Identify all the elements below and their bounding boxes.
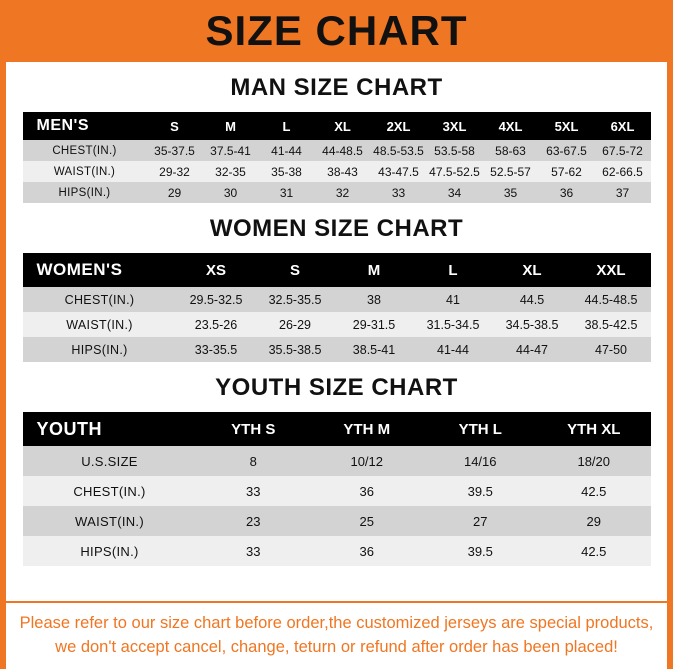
table-row: [23, 536, 651, 566]
women-row2-label: HIPS(IN.): [23, 337, 177, 362]
youth-row1-label: CHEST(IN.): [23, 476, 197, 506]
man-r2c8: 37: [595, 182, 651, 203]
man-r2c6: 35: [483, 182, 539, 203]
women-col-5: XXL: [572, 253, 651, 287]
footer-line-2: we don't accept cancel, change, teturn or refund after order has been placed!: [55, 638, 618, 656]
women-row0-label: CHEST(IN.): [23, 287, 177, 312]
youth-r0c0: 8: [197, 446, 311, 476]
man-size-table: [23, 112, 651, 203]
man-corner-label: MEN'S: [23, 112, 147, 140]
youth-row3-label: HIPS(IN.): [23, 536, 197, 566]
women-r1c5: 38.5-42.5: [572, 312, 651, 337]
youth-r0c3: 18/20: [537, 446, 651, 476]
youth-r3c1: 36: [310, 536, 424, 566]
man-r1c1: 32-35: [203, 161, 259, 182]
footer-line-1: Please refer to our size chart before order,the customized jerseys are special products,: [19, 614, 654, 632]
women-r2c5: 47-50: [572, 337, 651, 362]
women-col-0: XS: [177, 253, 256, 287]
man-r0c8: 67.5-72: [595, 140, 651, 161]
man-r1c5: 47.5-52.5: [427, 161, 483, 182]
youth-size-section: [6, 374, 667, 566]
table-row: [23, 506, 651, 536]
women-col-4: XL: [493, 253, 572, 287]
table-row: [23, 140, 651, 161]
table-header-row: [23, 412, 651, 446]
man-row1-label: WAIST(IN.): [23, 161, 147, 182]
women-r0c4: 44.5: [493, 287, 572, 312]
footer-note: [6, 601, 667, 669]
youth-r3c0: 33: [197, 536, 311, 566]
women-table-body: [23, 287, 651, 362]
page-title: SIZE CHART: [205, 7, 468, 54]
man-size-section: [6, 74, 667, 203]
women-size-section: [6, 215, 667, 362]
youth-r1c2: 39.5: [424, 476, 538, 506]
man-table-body: [23, 140, 651, 203]
man-col-6: 4XL: [483, 112, 539, 140]
youth-r3c2: 39.5: [424, 536, 538, 566]
youth-col-2: YTH L: [424, 412, 538, 446]
man-col-4: 2XL: [371, 112, 427, 140]
youth-r2c2: 27: [424, 506, 538, 536]
man-section-title: MAN SIZE CHART: [230, 74, 443, 101]
man-r1c6: 52.5-57: [483, 161, 539, 182]
women-r0c1: 32.5-35.5: [256, 287, 335, 312]
youth-col-1: YTH M: [310, 412, 424, 446]
women-r2c3: 41-44: [414, 337, 493, 362]
youth-r2c3: 29: [537, 506, 651, 536]
table-row: [23, 476, 651, 506]
man-r0c0: 35-37.5: [147, 140, 203, 161]
man-r0c4: 48.5-53.5: [371, 140, 427, 161]
man-r1c8: 62-66.5: [595, 161, 651, 182]
women-r1c2: 29-31.5: [335, 312, 414, 337]
man-row0-label: CHEST(IN.): [23, 140, 147, 161]
youth-r1c0: 33: [197, 476, 311, 506]
women-r0c3: 41: [414, 287, 493, 312]
man-r2c7: 36: [539, 182, 595, 203]
youth-r1c1: 36: [310, 476, 424, 506]
man-r2c1: 30: [203, 182, 259, 203]
man-r2c2: 31: [259, 182, 315, 203]
table-row: [23, 446, 651, 476]
women-r0c0: 29.5-32.5: [177, 287, 256, 312]
women-corner-label: WOMEN'S: [23, 253, 177, 287]
man-col-5: 3XL: [427, 112, 483, 140]
women-table-head: [23, 253, 651, 287]
man-r0c3: 44-48.5: [315, 140, 371, 161]
man-r0c1: 37.5-41: [203, 140, 259, 161]
man-r0c2: 41-44: [259, 140, 315, 161]
man-r0c5: 53.5-58: [427, 140, 483, 161]
man-r2c5: 34: [427, 182, 483, 203]
man-col-3: XL: [315, 112, 371, 140]
table-row: [23, 161, 651, 182]
page-banner: [0, 0, 673, 62]
man-r1c0: 29-32: [147, 161, 203, 182]
youth-col-0: YTH S: [197, 412, 311, 446]
table-row: [23, 287, 651, 312]
women-r2c2: 38.5-41: [335, 337, 414, 362]
table-row: [23, 182, 651, 203]
youth-r2c1: 25: [310, 506, 424, 536]
youth-r1c3: 42.5: [537, 476, 651, 506]
youth-table-body: [23, 446, 651, 566]
man-col-7: 5XL: [539, 112, 595, 140]
women-section-title: WOMEN SIZE CHART: [209, 215, 464, 242]
youth-r0c1: 10/12: [310, 446, 424, 476]
table-header-row: [23, 253, 651, 287]
women-r1c1: 26-29: [256, 312, 335, 337]
women-r1c0: 23.5-26: [177, 312, 256, 337]
youth-section-title: YOUTH SIZE CHART: [215, 374, 458, 401]
man-r2c3: 32: [315, 182, 371, 203]
youth-table-head: [23, 412, 651, 446]
man-r1c4: 43-47.5: [371, 161, 427, 182]
table-row: [23, 312, 651, 337]
man-r1c3: 38-43: [315, 161, 371, 182]
women-row1-label: WAIST(IN.): [23, 312, 177, 337]
women-r1c4: 34.5-38.5: [493, 312, 572, 337]
youth-size-table: [23, 412, 651, 566]
man-r1c7: 57-62: [539, 161, 595, 182]
man-col-0: S: [147, 112, 203, 140]
youth-row0-label: U.S.SIZE: [23, 446, 197, 476]
women-r1c3: 31.5-34.5: [414, 312, 493, 337]
women-r0c2: 38: [335, 287, 414, 312]
youth-r2c0: 23: [197, 506, 311, 536]
man-r2c0: 29: [147, 182, 203, 203]
man-r1c2: 35-38: [259, 161, 315, 182]
women-col-2: M: [335, 253, 414, 287]
women-size-table: [23, 253, 651, 362]
women-r0c5: 44.5-48.5: [572, 287, 651, 312]
man-r2c4: 33: [371, 182, 427, 203]
women-col-1: S: [256, 253, 335, 287]
women-r2c1: 35.5-38.5: [256, 337, 335, 362]
youth-corner-label: YOUTH: [23, 412, 197, 446]
women-col-3: L: [414, 253, 493, 287]
man-r0c7: 63-67.5: [539, 140, 595, 161]
youth-r3c3: 42.5: [537, 536, 651, 566]
man-table-head: [23, 112, 651, 140]
women-r2c0: 33-35.5: [177, 337, 256, 362]
man-col-2: L: [259, 112, 315, 140]
man-r0c6: 58-63: [483, 140, 539, 161]
youth-col-3: YTH XL: [537, 412, 651, 446]
youth-r0c2: 14/16: [424, 446, 538, 476]
man-row2-label: HIPS(IN.): [23, 182, 147, 203]
women-r2c4: 44-47: [493, 337, 572, 362]
man-col-1: M: [203, 112, 259, 140]
table-header-row: [23, 112, 651, 140]
man-col-8: 6XL: [595, 112, 651, 140]
table-row: [23, 337, 651, 362]
youth-row2-label: WAIST(IN.): [23, 506, 197, 536]
